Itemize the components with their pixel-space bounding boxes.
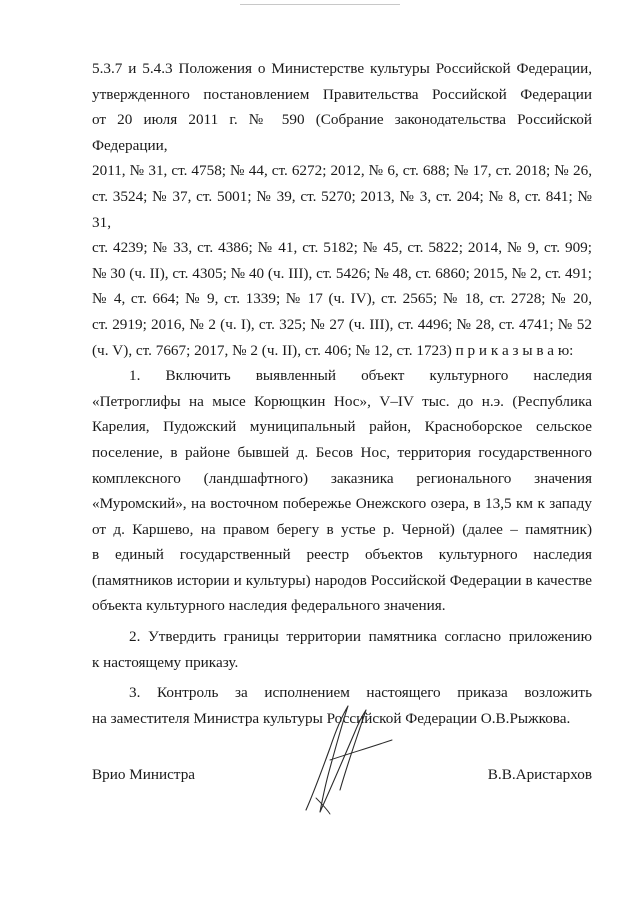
- signatory-role: Врио Министра: [92, 766, 196, 783]
- item-1-line: поселение, в районе бывшей д. Бесов Нос, территория государственного: [92, 443, 592, 461]
- body-line: от 20 июля 2011 г. № 590 (Собрание законодательства Российской Федерации,: [92, 111, 592, 154]
- item-1-line: (памятников истории и культуры) народов Российской Федерации в качестве: [92, 571, 592, 589]
- item-1-line: «Муромский», на восточном побережье Онежского озера, в 13,5 км к западу: [92, 495, 592, 513]
- body-line: ст. 3524; № 37, ст. 5001; № 39, ст. 5270; 2013, № 3, ст. 204; № 8, ст. 841; № 31,: [92, 187, 592, 231]
- signature-stroke: [330, 740, 392, 760]
- item-3-line: 3. Контроль за исполнением настоящего приказа возложить: [129, 684, 592, 702]
- body-line: (ч. V), ст. 7667; 2017, № 2 (ч. II), ст. 406; № 12, ст. 1723) п р и к а з ы в а ю:: [92, 341, 574, 359]
- body-line: ст. 4239; № 33, ст. 4386; № 41, ст. 5182; № 45, ст. 5822; 2014, № 9, ст. 909;: [92, 239, 592, 257]
- item-2-line: 2. Утвердить границы территории памятника согласно приложению: [129, 628, 592, 646]
- item-1-line: Карелия, Пудожский муниципальный район, Красноборское сельское: [92, 418, 592, 436]
- signature-stroke: [306, 706, 366, 812]
- item-1-line: объекта культурного наследия федерального значения.: [92, 597, 446, 615]
- body-line: № 4, ст. 664; № 9, ст. 1339; № 17 (ч. IV), ст. 2565; № 18, ст. 2728; № 20,: [92, 290, 592, 308]
- body-line: ст. 2919; 2016, № 2 (ч. I), ст. 325; № 27 (ч. III), ст. 4496; № 28, ст. 4741; № 52: [92, 315, 592, 333]
- item-1-line: в единый государственный реестр объектов культурного наследия: [92, 546, 592, 564]
- item-1-line: 1. Включить выявленный объект культурного наследия: [129, 367, 592, 385]
- item-3-line: на заместителя Министра культуры Российской Федерации О.В.Рыжкова.: [92, 709, 571, 727]
- item-1-line: от д. Каршево, на правом берегу в устье р. Черной) (далее – памятник): [92, 520, 592, 538]
- scan-edge-line: [240, 4, 400, 5]
- signatory-name: В.В.Аристархов: [487, 766, 592, 783]
- body-line: № 30 (ч. II), ст. 4305; № 40 (ч. III), ст. 5426; № 48, ст. 6860; 2015, № 2, ст. 491;: [92, 264, 592, 282]
- body-line: утвержденного постановлением Правительства Российской Федерации: [92, 85, 592, 103]
- handwritten-signature: [296, 700, 400, 818]
- item-2-line: к настоящему приказу.: [92, 653, 239, 671]
- body-line: 2011, № 31, ст. 4758; № 44, ст. 6272; 2012, № 6, ст. 688; № 17, ст. 2018; № 26,: [92, 162, 592, 180]
- document-body: [92, 56, 592, 731]
- item-1-line: комплексного (ландшафтного) заказника регионального значения: [92, 469, 592, 487]
- body-line: 5.3.7 и 5.4.3 Положения о Министерстве культуры Российской Федерации,: [92, 60, 592, 77]
- item-1-line: «Петроглифы на мысе Корющкин Нос», V–IV тыс. до н.э. (Республика: [92, 392, 592, 410]
